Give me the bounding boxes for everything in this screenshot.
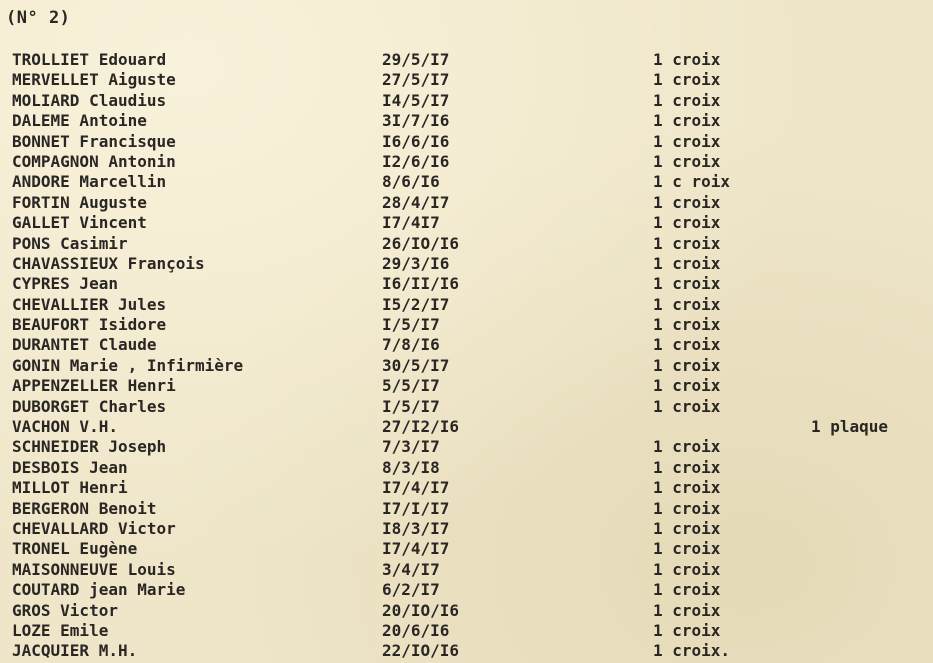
- list-item: [0, 539, 933, 559]
- entry-date: I7/4/I7: [382, 539, 450, 559]
- entry-date: 3/4/I7: [382, 559, 440, 579]
- list-item: [0, 132, 933, 152]
- entry-name: TRONEL Eugène: [12, 539, 138, 559]
- list-item: [0, 417, 933, 437]
- list-item: [0, 621, 933, 641]
- entry-award: 1 croix: [653, 457, 721, 477]
- entry-award: 1 croix: [653, 70, 721, 90]
- entry-date: 20/IO/I6: [382, 600, 460, 620]
- entry-date: I2/6/I6: [382, 151, 450, 171]
- entry-extra: 1 plaque: [811, 417, 889, 437]
- entry-date: 29/3/I6: [382, 253, 450, 273]
- entry-award: 1 c roix: [653, 172, 731, 192]
- entry-award: 1 croix: [653, 315, 721, 335]
- entry-date: 6/2/I7: [382, 580, 440, 600]
- entry-date: 7/8/I6: [382, 335, 440, 355]
- entry-date: 22/IO/I6: [382, 641, 460, 661]
- entry-date: 29/5/I7: [382, 50, 450, 69]
- list-item: [0, 295, 933, 315]
- entry-award: 1 croix: [653, 233, 721, 253]
- entry-award: 1 croix: [653, 437, 721, 457]
- entry-award: 1 croix: [653, 559, 721, 579]
- entry-name: PONS Casimir: [12, 233, 128, 253]
- entry-date: I7/4/I7: [382, 478, 450, 498]
- entry-award: 1 croix: [653, 355, 721, 375]
- entry-award: 1 croix: [653, 335, 721, 355]
- list-item: [0, 172, 933, 192]
- entry-name: JACQUIER M.H.: [12, 641, 138, 661]
- entry-award: 1 croix: [653, 131, 721, 151]
- entry-name: DESBOIS Jean: [12, 457, 128, 477]
- entry-award: 1 croix: [653, 376, 721, 396]
- entry-name: DUBORGET Charles: [12, 396, 167, 416]
- entry-award: 1 croix.: [653, 641, 731, 661]
- entry-date: 30/5/I7: [382, 355, 450, 375]
- list-item: [0, 111, 933, 131]
- entry-name: TROLLIET Edouard: [12, 50, 167, 69]
- entry-award: 1 croix: [653, 620, 721, 640]
- entry-date: 5/5/I7: [382, 376, 440, 396]
- entry-name: GALLET Vincent: [12, 213, 147, 233]
- entry-date: 27/I2/I6: [382, 417, 460, 437]
- entry-date: I6/II/I6: [382, 274, 460, 294]
- list-item: [0, 234, 933, 254]
- entry-name: CYPRES Jean: [12, 274, 118, 294]
- entry-date: I7/4I7: [382, 213, 440, 233]
- entry-date: I/5/I7: [382, 396, 440, 416]
- entry-award: 1 croix: [653, 90, 721, 110]
- entry-name: GONIN Marie , Infirmière: [12, 355, 244, 375]
- entry-date: I7/I/I7: [382, 498, 450, 518]
- entry-award: 1 croix: [653, 274, 721, 294]
- entry-name: APPENZELLER Henri: [12, 376, 176, 396]
- list-item: [0, 499, 933, 519]
- entry-date: I/5/I7: [382, 315, 440, 335]
- list-item: [0, 50, 933, 70]
- entry-name: CHEVALLARD Victor: [12, 518, 176, 538]
- entry-award: 1 croix: [653, 253, 721, 273]
- entry-name: ANDORE Marcellin: [12, 172, 167, 192]
- list-item: [0, 193, 933, 213]
- list-item: [0, 91, 933, 111]
- page-number: (N° 2): [6, 8, 71, 28]
- entry-date: I6/6/I6: [382, 131, 450, 151]
- entry-award: 1 croix: [653, 111, 721, 131]
- entry-award: 1 croix: [653, 478, 721, 498]
- list-item: [0, 601, 933, 621]
- list-item: [0, 70, 933, 90]
- list-item: [0, 213, 933, 233]
- entry-award: 1 croix: [653, 518, 721, 538]
- entry-award: 1 croix: [653, 192, 721, 212]
- entry-name: SCHNEIDER Joseph: [12, 437, 167, 457]
- entry-award: 1 croix: [653, 580, 721, 600]
- entry-name: DALEME Antoine: [12, 111, 147, 131]
- entry-name: MERVELLET Aiguste: [12, 70, 176, 90]
- list-item: [0, 478, 933, 498]
- list-item: [0, 458, 933, 478]
- entry-name: GROS Victor: [12, 600, 118, 620]
- entry-date: 7/3/I7: [382, 437, 440, 457]
- list-item: [0, 437, 933, 457]
- entry-award: 1 croix: [653, 294, 721, 314]
- entry-award: 1 croix: [653, 151, 721, 171]
- entry-date: 27/5/I7: [382, 70, 450, 90]
- list-item: [0, 397, 933, 417]
- entry-name: CHEVALLIER Jules: [12, 294, 167, 314]
- entry-date: 26/IO/I6: [382, 233, 460, 253]
- entry-award: 1 croix: [653, 600, 721, 620]
- list-item: [0, 580, 933, 600]
- entry-date: 8/3/I8: [382, 457, 440, 477]
- list-item: [0, 335, 933, 355]
- entry-name: MOLIARD Claudius: [12, 90, 167, 110]
- entry-date: 20/6/I6: [382, 620, 450, 640]
- entry-date: 28/4/I7: [382, 192, 450, 212]
- entry-award: 1 croix: [653, 498, 721, 518]
- entry-date: I5/2/I7: [382, 294, 450, 314]
- list-item: [0, 519, 933, 539]
- entry-date: I8/3/I7: [382, 518, 450, 538]
- entry-name: COUTARD jean Marie: [12, 580, 186, 600]
- entry-name: FORTIN Auguste: [12, 192, 147, 212]
- entry-name: MILLOT Henri: [12, 478, 128, 498]
- entry-name: BERGERON Benoit: [12, 498, 157, 518]
- entry-name: VACHON V.H.: [12, 417, 118, 437]
- entry-name: MAISONNEUVE Louis: [12, 559, 176, 579]
- list-item: [0, 376, 933, 396]
- list-item: [0, 152, 933, 172]
- list-item: [0, 356, 933, 376]
- entry-date: 8/6/I6: [382, 172, 440, 192]
- entry-award: 1 croix: [653, 213, 721, 233]
- entry-date: 3I/7/I6: [382, 111, 450, 131]
- entry-name: BEAUFORT Isidore: [12, 315, 167, 335]
- list-item: [0, 315, 933, 335]
- list-item: [0, 254, 933, 274]
- entry-name: LOZE Emile: [12, 620, 109, 640]
- entry-name: CHAVASSIEUX François: [12, 253, 205, 273]
- list-item: [0, 641, 933, 661]
- entry-name: DURANTET Claude: [12, 335, 157, 355]
- list-item: [0, 274, 933, 294]
- entry-name: BONNET Francisque: [12, 131, 176, 151]
- entry-award: 1 croix: [653, 396, 721, 416]
- list-item: [0, 560, 933, 580]
- entry-award: 1 croix: [653, 50, 721, 69]
- entry-name: COMPAGNON Antonin: [12, 151, 176, 171]
- entry-date: I4/5/I7: [382, 90, 450, 110]
- entry-award: 1 croix: [653, 539, 721, 559]
- entries-list: [0, 50, 933, 662]
